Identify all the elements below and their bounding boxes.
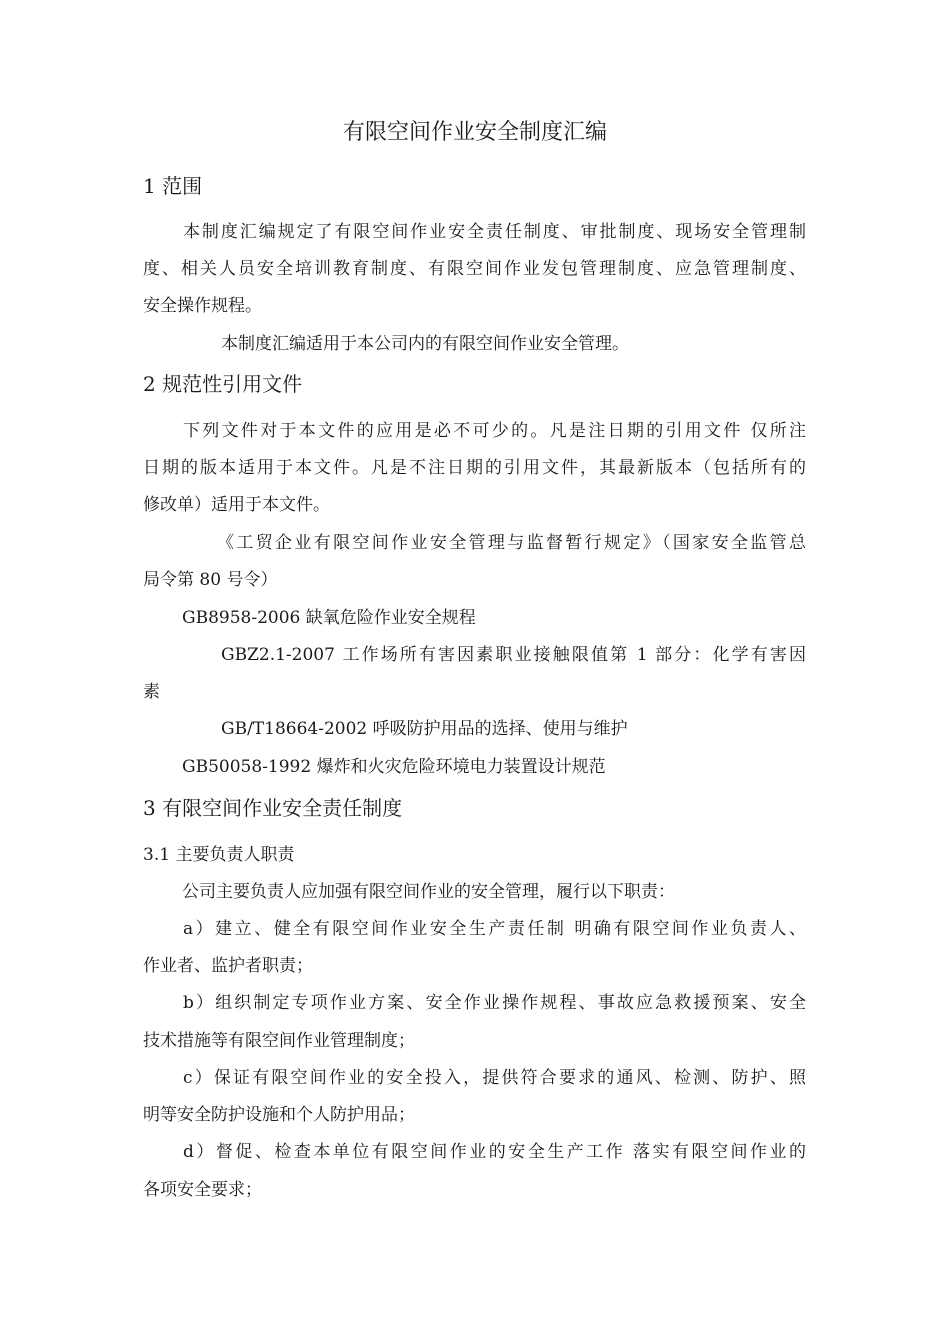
- section-2-paragraph-line-2: 日期的版本适用于本文件。凡是不注日期的引用文件，其最新版本（包括所有的: [143, 458, 806, 478]
- subsection-3-1-heading: 3.1 主要负责人职责: [143, 845, 295, 865]
- section-1-paragraph-1-line-2: 度、相关人员安全培训教育制度、有限空间作业发包管理制度、应急管理制度、: [143, 259, 806, 279]
- section-3-heading: 3 有限空间作业安全责任制度: [143, 796, 403, 820]
- document-title: 有限空间作业安全制度汇编: [342, 120, 607, 145]
- reference-1-line-2: 局令第 80 号令）: [143, 570, 278, 590]
- duty-b-line-1: b）组织制定专项作业方案、安全作业操作规程、事故应急救援预案、安全: [183, 993, 806, 1013]
- reference-2: GB8958-2006 缺氧危险作业安全规程: [182, 608, 476, 628]
- duty-d-line-2: 各项安全要求；: [143, 1180, 262, 1200]
- section-1-paragraph-1-line-1: 本制度汇编规定了有限空间作业安全责任制度、审批制度、现场安全管理制: [183, 222, 806, 242]
- reference-3-line-2: 素: [143, 682, 160, 702]
- duty-b-line-2: 技术措施等有限空间作业管理制度；: [143, 1031, 415, 1051]
- section-1-paragraph-1-line-3: 安全操作规程。: [143, 296, 262, 316]
- duty-a-line-2: 作业者、监护者职责；: [143, 956, 313, 976]
- section-3-intro: 公司主要负责人应加强有限空间作业的安全管理，履行以下职责：: [182, 882, 675, 902]
- section-1-paragraph-2: 本制度汇编适用于本公司内的有限空间作业安全管理。: [221, 334, 629, 354]
- section-2-paragraph-line-3: 修改单）适用于本文件。: [143, 495, 330, 515]
- duty-c-line-1: c）保证有限空间作业的安全投入，提供符合要求的通风、检测、防护、照: [183, 1068, 806, 1088]
- section-2-paragraph-line-1: 下列文件对于本文件的应用是必不可少的。凡是注日期的引用文件 仅所注: [183, 421, 806, 441]
- section-2-heading: 2 规范性引用文件: [143, 372, 303, 396]
- duty-c-line-2: 明等安全防护设施和个人防护用品；: [143, 1105, 415, 1125]
- reference-3-line-1: GBZ2.1-2007 工作场所有害因素职业接触限值第 1 部分：化学有害因: [221, 645, 806, 665]
- reference-5: GB50058-1992 爆炸和火灾危险环境电力装置设计规范: [182, 757, 606, 777]
- duty-a-line-1: a）建立、健全有限空间作业安全生产责任制 明确有限空间作业负责人、: [183, 919, 806, 939]
- duty-d-line-1: d）督促、检查本单位有限空间作业的安全生产工作 落实有限空间作业的: [183, 1142, 806, 1162]
- reference-1-line-1: 《工贸企业有限空间作业安全管理与监督暂行规定》（国家安全监管总: [217, 533, 806, 553]
- section-1-heading: 1 范围: [143, 174, 203, 198]
- reference-4: GB/T18664-2002 呼吸防护用品的选择、使用与维护: [221, 719, 628, 739]
